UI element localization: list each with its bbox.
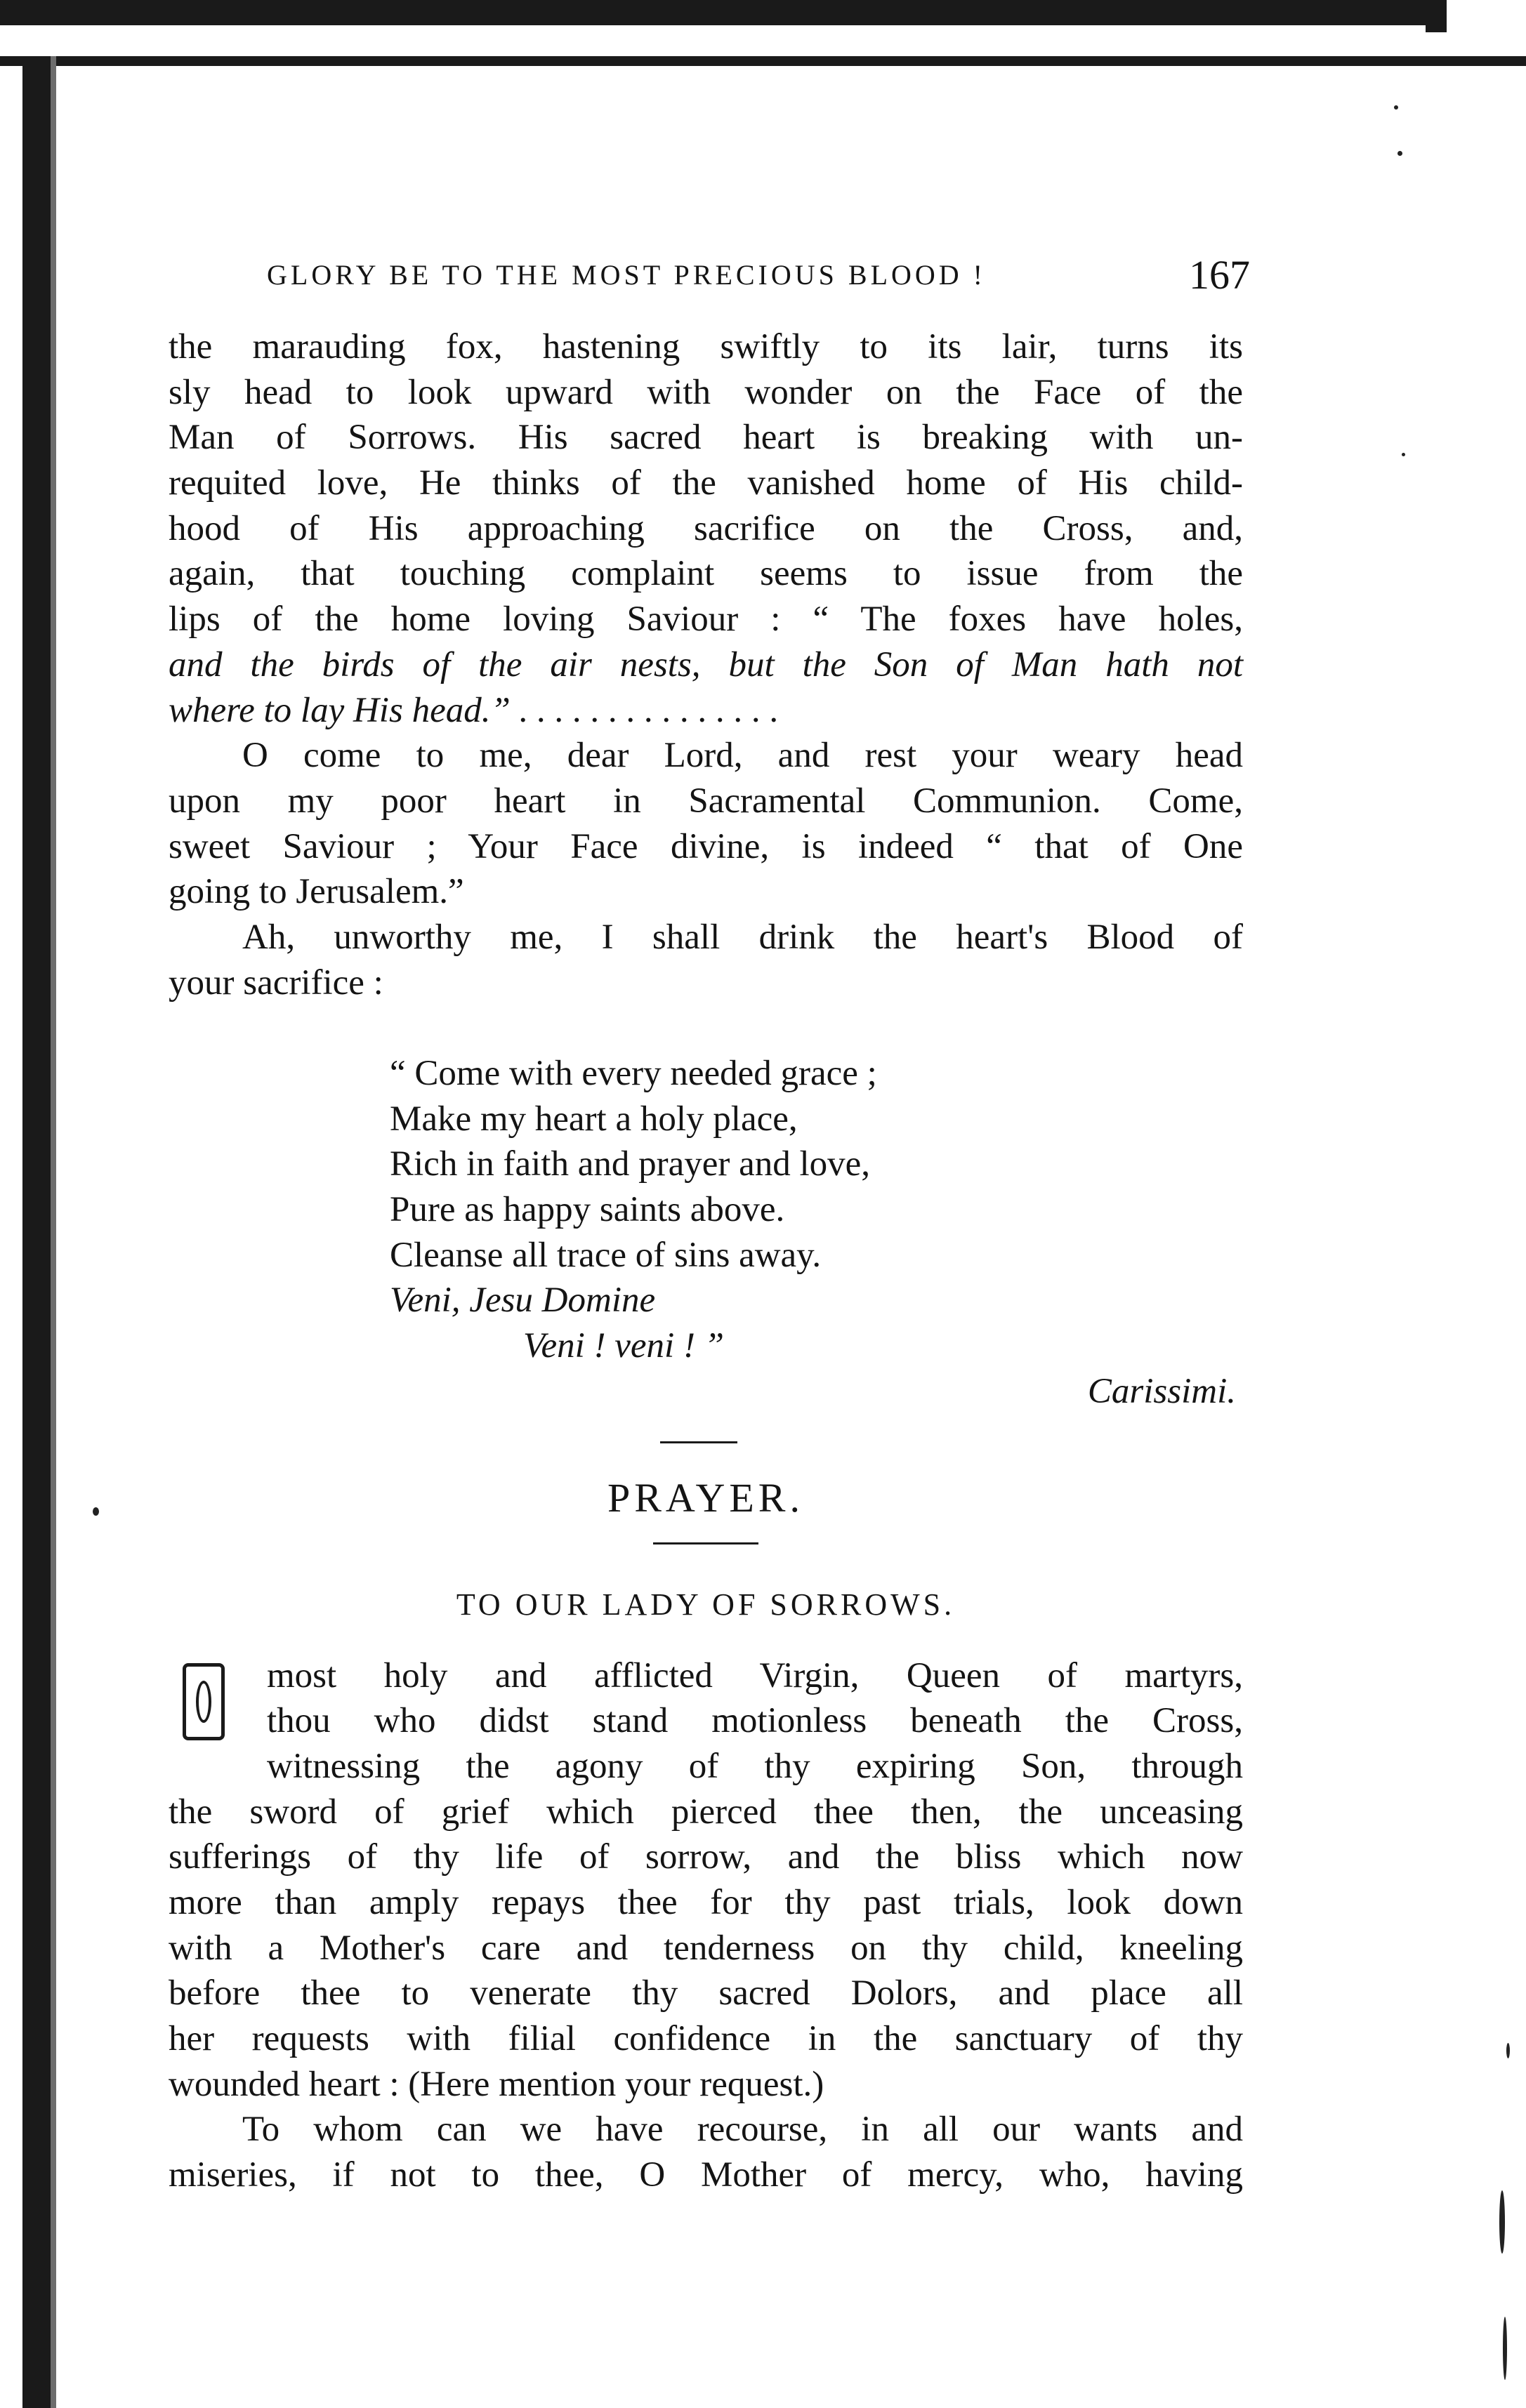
prayer-subtitle: TO OUR LADY OF SORROWS. — [456, 1587, 956, 1622]
text-line: requited love, He thinks of the vanished home of His child- — [169, 463, 1243, 503]
page-header — [267, 251, 1250, 315]
scan-speck — [1506, 2043, 1510, 2058]
text-line: sweet Saviour ; Your Face divine, is indeed “ that of One — [169, 826, 1243, 866]
text-line: To whom can we have recourse, in all our wants and — [242, 2110, 1243, 2150]
divider — [653, 1542, 758, 1544]
scan-edge-top-end — [1426, 0, 1447, 32]
text-line: Man of Sorrows. His sacred heart is breaking with un- — [169, 418, 1243, 458]
paragraph — [169, 733, 1243, 915]
spacer — [169, 1628, 1243, 1653]
text-line: her requests with filial confidence in the sanctuary of thy — [169, 2019, 1243, 2059]
text-line: hood of His approaching sacrifice on the Cross, and, — [169, 508, 1243, 548]
paragraph — [169, 915, 1243, 1005]
scan-speck — [1499, 2190, 1505, 2254]
text-line: wounded heart : (Here mention your request.) — [169, 2064, 824, 2104]
text-line: more than amply repays thee for thy past trials, look down — [169, 1883, 1243, 1922]
text-line: going to Jerusalem.” — [169, 872, 464, 912]
text-line: where to lay His head.” . . . . . . . . . . . . . . . — [169, 690, 780, 730]
text-line: the sword of grief which pierced thee then, the unceasing — [169, 1792, 1243, 1832]
scan-speck — [1503, 2317, 1507, 2380]
text-line: with a Mother's care and tenderness on thy child, kneeling — [169, 1928, 1243, 1968]
text-line: upon my poor heart in Sacramental Communion. Come, — [169, 781, 1243, 821]
running-head: GLORY BE TO THE MOST PRECIOUS BLOOD ! — [267, 259, 986, 291]
text-line: before thee to venerate thy sacred Dolors, and place all — [169, 1973, 1243, 2013]
text-line: thou who didst stand motionless beneath the Cross, — [267, 1701, 1243, 1741]
text-line: sly head to look upward with wonder on the Face of the — [169, 372, 1243, 412]
verse-line: Rich in faith and prayer and love, — [390, 1144, 871, 1184]
text-line: and the birds of the air nests, but the Son of Man hath not — [169, 644, 1243, 684]
verse-line: Veni ! veni ! ” — [523, 1326, 725, 1366]
verse — [169, 1051, 1243, 1369]
spacer — [169, 1005, 1243, 1051]
text-line: O come to me, dear Lord, and rest your weary head — [242, 736, 1243, 776]
page-border-shadow — [51, 56, 56, 2408]
scan-speck — [1394, 105, 1398, 110]
verse-line: Make my heart a holy place, — [390, 1099, 798, 1139]
verse-line: “ Come with every needed grace ; — [390, 1054, 877, 1093]
verse-line: Veni, Jesu Domine — [390, 1281, 656, 1321]
text-line: sufferings of thy life of sorrow, and the bliss which now — [169, 1837, 1243, 1877]
divider-row — [169, 1537, 1243, 1582]
page-border-left — [22, 56, 51, 2408]
paragraph — [169, 2107, 1243, 2197]
verse-line: Pure as happy saints above. — [390, 1190, 785, 1230]
prayer-title: PRAYER. — [607, 1475, 804, 1521]
text-line: again, that touching complaint seems to issue from the — [169, 554, 1243, 594]
text-line: your sacrifice : — [169, 962, 383, 1003]
page-number: 167 — [1189, 252, 1250, 298]
drop-cap-o — [183, 1663, 225, 1740]
scan-speck — [1402, 453, 1405, 456]
scan-speck — [1397, 151, 1402, 156]
text-line: Ah, unworthy me, I shall drink the heart's Blood of — [242, 917, 1243, 957]
page-body — [169, 324, 1243, 2198]
scan-speck — [93, 1507, 99, 1516]
verse-line: Cleanse all trace of sins away. — [390, 1235, 822, 1275]
text-line: lips of the home loving Saviour : “ The foxes have holes, — [169, 600, 1243, 640]
text-line: most holy and afflicted Virgin, Queen of martyrs, — [267, 1655, 1243, 1695]
scan-edge-top — [0, 0, 1426, 25]
divider-row — [169, 1415, 1243, 1460]
text-line: miseries, if not to thee, O Mother of mercy, who, having — [169, 2155, 1243, 2195]
paragraph — [169, 1653, 1243, 2108]
text-line: the marauding fox, hastening swiftly to its lair, turns its — [169, 327, 1243, 366]
text-line: witnessing the agony of thy expiring Son, through — [267, 1746, 1243, 1786]
paragraph — [169, 324, 1243, 733]
divider — [660, 1441, 737, 1443]
page-border-top — [0, 56, 1526, 66]
attribution: Carissimi. — [1087, 1371, 1236, 1411]
